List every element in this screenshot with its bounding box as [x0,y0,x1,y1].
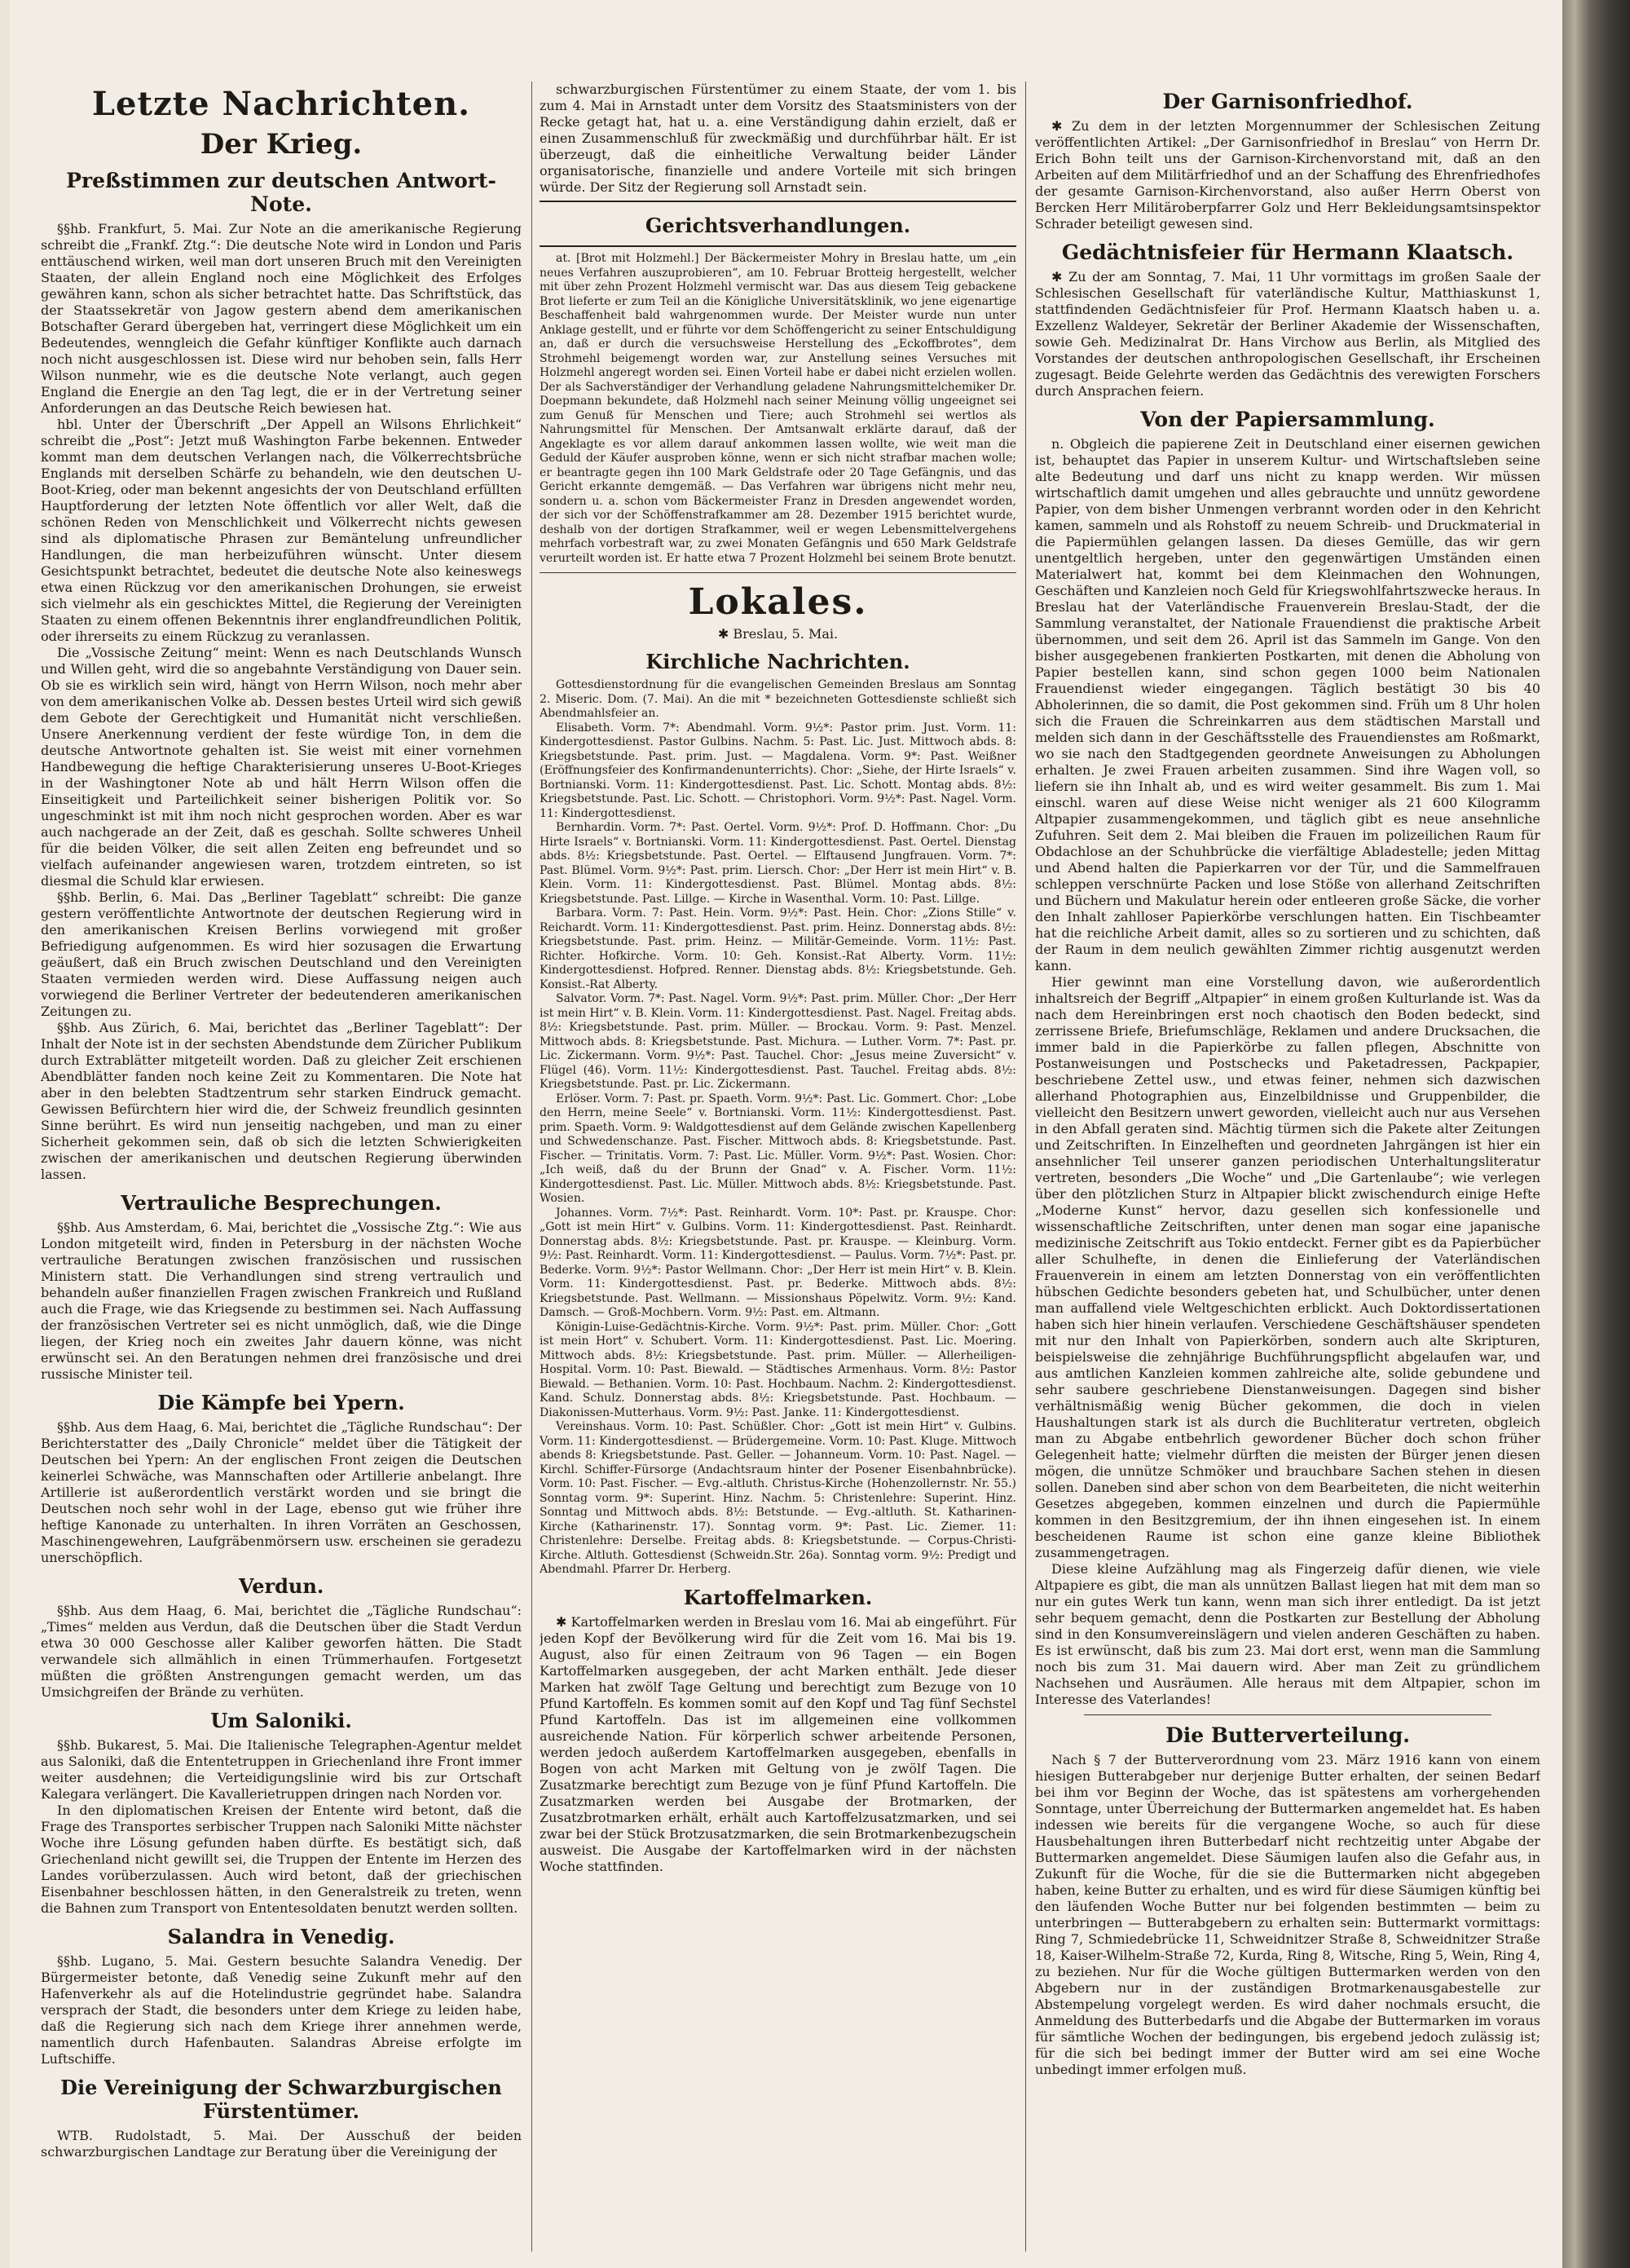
article-paragraph: Elisabeth. Vorm. 7*: Abendmahl. Vorm. 9½*: Pastor prim. Just. Vorm. 11: Kindergottesdienst. Pastor Gulbins. Nachm. 5: Past. Lic. Just. Mittwoch abds. 8: Kriegsbetstunde. Past. prim. Just. — Magdalena. Vorm. 9*: Past. Weißner (Eröffnungsfeier des Konfirmandenunterrichts). Chor: „Siehe, der Hirte Israels“ v. Bortnianski. Vorm. 11: Kindergottesdienst. Past. Lic. Schott. Montag abds. 8½: Kriegsbetstunde. Past. Lic. Schott. — Christophori. Vorm. 9½*: Past. Nagel. Vorm. 11: Kindergottesdienst. [540,721,1016,820]
article-paragraph: n. Obgleich die papierene Zeit in Deutschland einer eisernen gewichen ist, behauptet das Papier in unserem Kultur- und Wirtschaftsleben seine alte Bedeutung und darf uns nicht zu knapp werden. Wir müssen wirtschaftlich damit umgehen und alles gebrauchte und unnütz gewordene Papier, von dem bisher Unmengen verbrannt worden oder in den Kehricht kamen, sammeln und als Rohstoff zu neuem Schreib- und Druckmaterial in die Papiermühlen gelangen lassen. Da dieses Gemülle, das wir gern unentgeltlich hergeben, unter den gegenwärtigen Umständen einen Materialwert hat, kommt bei dem Kleinmachen den Wohnungen, Geschäften und Kanzleien noch Geld für Kriegswohlfahrtszwecke heraus. In Breslau hat der Vaterländische Frauenverein Breslau-Stadt, der die Sammlung veranstaltet, der Nationale Frauendienst die praktische Arbeit übernommen, und seit dem 26. April ist das Sammeln im Gange. Von den bisher ausgegebenen frankierten Postkarten, mit denen die Abholung von Papier bestellen kann, sind schon gegen 1000 beim Nationalen Frauendienst wieder eingegangen. Täglich bestätigt 30 bis 40 Abholerinnen, die so damit, die Post gekommen sind. Früh um 8 Uhr holen sich die Frauen die Schreinkarren aus dem städtischen Marstall und melden sich dann in der Geschäftsstelle des Frauendienstes am Roßmarkt, wo sie nach den Stadtgegenden geordnete Anweisungen zu Abholungen erhalten. Je zwei Frauen arbeiten zusammen. Sind ihre Wagen voll, so liefern sie ihn Inhalt ab, und es wird weiter gesammelt. Bis zum 1. Mai einschl. waren auf diese Weise nicht weniger als 21 600 Kilogramm Altpapier zusammengekommen, und täglich gibt es neue ansehnliche Zufuhren. Seit dem 2. Mai bleiben die Frauen im polizeilichen Raum für Obdachlose an der Schuhbrücke die vierfältige Abladestelle; jeden Mittag und Abend halten die Papierkarren vor der Tür, und die Sammelfrauen schleppen verschnürte Packen und lose Stöße von allerhand Zeitschriften und Büchern und Makulatur herein oder entleeren große Säcke, die vorher den Inhalt zahlloser Papierkörbe verschlungen hatten. Ein Tischbeamter hat die reichliche Arbeit damit, alles so zu sortieren und zu schichten, daß der Raum in dem neulich gewählten Zimmer richtig ausgenutzt werden kann. [1035,436,1540,973]
divider [1084,1714,1491,1715]
article-paragraph: ✱ Zu der am Sonntag, 7. Mai, 11 Uhr vormittags im großen Saale der Schlesischen Gesellschaft für vaterländische Kultur, Matthiaskunst 1, stattfindenden Gedächtnisfeier für Prof. Hermann Klaatsch haben u. a. Exzellenz Waldeyer, Sekretär der Berliner Akademie der Wissenschaften, sowie Geh. Medizinalrat Dr. Hans Virchow aus Berlin, als Mitglied des Vorstandes der deutschen anthropologischen Gesellschaft, ihr Erscheinen zugesagt. Beide Gelehrte werden das Gedächtnis des verewigten Forschers durch Ansprachen feiern. [1035,269,1540,399]
article-heading: Kartoffelmarken. [683,1585,873,1609]
article-paragraph: Barbara. Vorm. 7: Past. Hein. Vorm. 9½*: Past. Hein. Chor: „Zions Stille“ v. Reichardt. Vorm. 11: Kindergottesdienst. Past. prim. Heinz. Donnerstag abds. 8½: Kriegsbetstunde. Past. prim. Heinz. — Militär-Gemeinde. Vorm. 11½: Past. Richter. Hofkirche. Vorm. 10: Geh. Konsist.-Rat Alberty. Vorm. 11½: Kindergottesdienst. Hofpred. Renner. Dienstag abds. 8½: Kriegsbetstunde. Geh. Konsist.-Rat Alberty. [540,907,1016,991]
article-heading: Die Kämpfe bei Ypern. [157,1391,405,1414]
article-paragraph: Salvator. Vorm. 7*: Past. Nagel. Vorm. 9½*: Past. prim. Müller. Chor: „Der Herr ist mein Hirt“ v. B. Klein. Vorm. 11: Kindergottesdienst. Past. Nagel. Freitag abds. 8½: Kriegsbetstunde. Past. prim. Müller. — Brockau. Vorm. 9: Past. Menzel. Mittwoch abds. 8: Kriegsbetstunde. Past. Michura. — Luther. Vorm. 7*: Past. pr. Lic. Zickermann. Vorm. 9½*: Past. Tauchel. Chor: „Jesus meine Zuversicht“ v. Flügel (46). Vorm. 11½: Kindergottesdienst. Past. Tauchel. Freitag abds. 8½: Kriegsbetstunde. Past. pr. Lic. Zickermann. [540,992,1016,1091]
article-heading: Preßstimmen zur deutschen Antwort-Note. [66,169,496,216]
article-paragraph: §§hb. Bukarest, 5. Mai. Die Italienische Telegraphen-Agentur meldet aus Saloniki, daß die Ententetruppen in Griechenland ihre Front immer weiter ausdehnen; die Verteidigungslinie wird bis zur Ortschaft Kalegara verlängert. Die Kavallerietruppen dringen nach Norden vor. [41,1737,522,1802]
article-paragraph: §§hb. Berlin, 6. Mai. Das „Berliner Tageblatt“ schreibt: Die ganze gestern veröffentlichte Antwortnote der deutschen Regierung wird in den amerikanischen Kreisen Berlins vorwiegend mit großer Befriedigung aufgenommen. Es wird hier sozusagen die Erwartung geäußert, daß ein Bruch zwischen Deutschland und den Vereinigten Staaten vermieden werden wird. Diese Auffassung neigen auch vorwiegend die Berliner Vertreter der bedeutenderen amerikanischen Zeitungen zu. [41,889,522,1019]
article-paragraph: Nach § 7 der Butterverordnung vom 23. März 1916 kann von einem hiesigen Butterabgeber nur derjenige Butter erhalten, der seinen Bedarf bei ihm vor Beginn der Woche, das ist spätestens am vorhergehenden Sonntage, unter Überreichung der Buttermarken angemeldet hat. Es haben indessen wie bereits für die vergangene Woche, so auch für diese Hausbehaltungen ihren Butterbedarf nicht rechtzeitig unter Abgabe der Buttermarken angemeldet. Diese Säumigen laufen also die Gefahr aus, in Zukunft für die Woche, für die sie die Buttermarken nicht abgegeben haben, keine Butter zu erhalten, und es wird für diese Säumigen künftig bei den läufenden Woche Butter nur bei folgenden bestimmten — beim zu unterbringen — Butterabgebern zu erhalten sein: Buttermarkt vormittags: Ring 7, Schmiedebrücke 11, Schweidnitzer Straße 8, Schweidnitzer Straße 18, Kaiser-Wilhelm-Straße 72, Kurda, Ring 8, Witsche, Ring 5, Wein, Ring 4, zu beziehen. Nur für die Woche gültigen Buttermarken werden von den Abgebern nur in der zuständigen Brotmarkenausgabestelle zur Abstempelung vorgelegt werden. Es wird daher nochmals ersucht, die Anmeldung des Butterbedarfs und die Abgabe der Buttermarken im voraus für sämtliche Wochen der bedingungen, bis ergebend jedoch zulässig ist; für die sich bei bedingt immer der Butter wird am sei eine Woche unbedingt immer erfolgen muß. [1035,1752,1540,2077]
article-paragraph: ✱ Zu dem in der letzten Morgennummer der Schlesischen Zeitung veröffentlichten Artikel: „Der Garnisonfriedhof in Breslau“ von Herrn Dr. Erich Bohn teilt uns der Garnison-Kirchenvorstand mit, daß an den Arbeiten auf dem Militärfriedhof und an der Schaffung des Ehrenfriedhofes der gesamte Garnison-Kirchenvorstand, also außer Herrn Oberst von Bercken Herr Militäroberpfarrer Golz und Herr Bekleidungsamtsinspektor Schrader beteiligt gewesen sind. [1035,118,1540,232]
column-3 [1035,82,1540,2252]
article-paragraph: §§hb. Aus dem Haag, 6. Mai, berichtet die „Tägliche Rundschau“: „Times“ melden aus Verdun, daß die Deutschen über die Stadt Verdun etwa 30 000 Geschosse aller Kaliber geworfen hätten. Die Stadt verwandele sich allmählich in einen Trümmerhaufen. Fortgesetzt müßten die größten Anstrengungen gemacht werden, um das Umsichgreifen der Brände zu verhüten. [41,1603,522,1700]
article-paragraph: Gottesdienstordnung für die evangelischen Gemeinden Breslaus am Sonntag 2. Miseric. Dom. (7. Mai). An die mit * bezeichneten Gottesdienste schließt sich Abendmahlsfeier an. [540,678,1016,720]
article-paragraph: Bernhardin. Vorm. 7*: Past. Oertel. Vorm. 9½*: Prof. D. Hoffmann. Chor: „Du Hirte Israels“ v. Bortnianski. Vorm. 11: Kindergottesdienst. Past. Oertel. Dienstag abds. 8½: Kriegsbetstunde. Past. Oertel. — Elftausend Jungfrauen. Vorm. 7*: Past. Blümel. Vorm. 9½*: Past. prim. Liersch. Chor: „Der Herr ist mein Hirt“ v. B. Klein. Vorm. 11: Kindergottesdienst. Past. Blümel. Montag abds. 8½: Kriegsbetstunde. Past. Lillge. — Kirche in Wasenthal. Vorm. 10: Past. Lillge. [540,821,1016,906]
article-paragraph: Die „Vossische Zeitung“ meint: Wenn es nach Deutschlands Wunsch und Willen geht, wird die so angebahnte Verständigung von Dauer sein. Ob sie es wirklich sein wird, hängt von Herrn Wilson, noch mehr aber von dem amerikanischen Volke ab. Dessen bestes Urteil wird sich gewiß dem Gebote der Gerechtigkeit und Humanität nicht verschließen. Unsere Anerkennung verdient der feste würdige Ton, in dem die deutsche Antwortnote gehalten ist. Sie weist mit einer vornehmen Handbewegung die heftige Charakterisierung unseres U-Boot-Krieges in der Washingtoner Note ab und hält Herrn Wilson offen die Einseitigkeit und Parteilichkeit seiner bisherigen Politik vor. So ungeschminkt ist mit ihm noch nicht gesprochen worden. Aber es war auch nachgerade an der Zeit, daß es geschah. Sollte schweres Unheil für die beiden Völker, die seit allen Zeiten eng befreundet und so vielfach aufeinander angewiesen waren, trotzdem eintreten, so ist diesmal die Schuld klar erwiesen. [41,645,522,889]
section-title: Lokales. [688,581,868,623]
dateline: ✱ Breslau, 5. Mai. [717,626,839,642]
column-rule [531,82,532,2252]
section-title: Letzte Nachrichten. [91,85,471,123]
article-heading: Die Butterverteilung. [1165,1723,1410,1747]
article-paragraph: at. [Brot mit Holzmehl.] Der Bäckermeister Mohry in Breslau hatte, um „ein neues Verfahren auszuprobieren“, am 10. Februar Brotteig hergestellt, welcher mit über zehn Prozent Holzmehl vermischt war. Das aus diesem Teig gebackene Brot lieferte er zum Teil an die Königliche Universitätsklinik, wo jene eigenartige Beschaffenheit bald wahrgenommen wurde. Der Meister wurde nun unter Anklage gestellt, und er führte vor dem Schöffengericht zu seiner Entschuldigung an, daß er durch die versuchsweise Herstellung des „Eckoffbrotes“, dem Strohmehl beigemengt worden war, zur Anstellung seines Versuches mit Holzmehl angeregt worden sei. Einen Vorteil habe er dabei nicht erzielen wollen. Der als Sachverständiger der Verhandlung geladene Nahrungsmittelchemiker Dr. Doepmann bekundete, daß Holzmehl nach seiner Meinung völlig ungeeignet sei zum Genuß für Menschen und Tiere; auch Strohmehl sei wertlos als Nahrungsmittel für Menschen. Der Amtsanwalt erklärte darauf, daß der Angeklagte es vor allem darauf ankommen lassen wollte, wie weit man die Geduld der Käufer ausproben könne, wenn er sich nicht strafbar machen wolle; er beantragte gegen ihn 100 Mark Geldstrafe oder 20 Tage Gefängnis, und das Gericht erkannte demgemäß. — Das Verfahren war übrigens nicht mehr neu, sondern u. a. schon vom Bäckermeister Franz in Dresden angewendet worden, der sich vor der Schöffenstrafkammer am 28. Dezember 1915 berichtet wurde, deshalb von der dortigen Strafkammer, weil er wegen Lebensmittelvergehens mehrfach vorbestraft war, zu zwei Monaten Gefängnis und 650 Mark Geldstrafe verurteilt worden ist. Er hatte etwa 7 Prozent Holzmehl bei seinem Brote benutzt. [540,252,1016,565]
section-subtitle: Der Krieg. [200,128,363,161]
article-paragraph: Königin-Luise-Gedächtnis-Kirche. Vorm. 9½*: Past. prim. Müller. Chor: „Gott ist mein Hort“ v. Schubert. Vorm. 11: Kindergottesdienst. Past. Lic. Moering. Mittwoch abds. 8½: Kriegsbetstunde. Past. prim. Müller. — Allerheiligen-Hospital. Vorm. 10: Past. Biewald. — Städtisches Armenhaus. Vorm. 8½: Pastor Biewald. — Bethanien. Vorm. 10: Past. Hochbaum. Nachm. 2: Kindergottesdienst. Kand. Schulz. Donnerstag abds. 8½: Kriegsbetstunde. Past. Hochbaum. — Diakonissen-Mutterhaus. Vorm. 9½: Past. Janke. 11: Kindergottesdienst. [540,1320,1016,1419]
article-paragraph: §§hb. Aus Zürich, 6. Mai, berichtet das „Berliner Tageblatt“: Der Inhalt der Note ist in der sechsten Abendstunde dem Züricher Publikum durch Extrablätter mitgeteilt worden. Daß zu gleicher Zeit erschienen Abendblätter fanden noch keine Zeit zu Kommentaren. Die Note hat aber in den belebten Stadtzentrum sehr starken Eindruck gemacht. Gewissen Befürchtern hier wird die, der Schweiz freundlich gesinnten Sinne berührt. Es wird nun jenseitig nachgeben, und man zu einer Sicherheit gekommen sein, daß ob sich die letzten Schwierigkeiten zwischen der amerikanischen und deutschen Regierung überwinden lassen. [41,1020,522,1182]
article-heading: Der Garnisonfriedhof. [1162,90,1413,113]
article-heading: Von der Papiersammlung. [1140,408,1435,431]
article-heading: Gerichtsverhandlungen. [645,214,911,237]
article-paragraph: ✱ Kartoffelmarken werden in Breslau vom 16. Mai ab eingeführt. Für jeden Kopf der Bevölkerung wird für die Zeit vom 16. Mai bis 19. August, also für einen Zeitraum von 96 Tagen — ein Bogen Kartoffelmarken ausgegeben, der acht Marken enthält. Jede dieser Marken hat zwölf Tage Geltung und berechtigt zum Bezuge von 10 Pfund Kartoffeln. Es kommen somit auf den Kopf und Tag fünf Sechstel Pfund Kartoffeln. Das ist im allgemeinen eine vollkommen ausreichende Nation. Für körperlich schwer arbeitende Personen, werden jedoch außerdem Kartoffelmarken ausgegeben, ebenfalls in Bogen von acht Marken mit Geltung von je zwölf Tagen. Die Zusatzmarke berechtigt zum Bezuge von je fünf Pfund Kartoffeln. Die Zusatzmarken werden bei Ausgabe der Brotmarken, der Zusatzbrotmarken erhält, erhält auch Kartoffelzusatzmarken, und sei zwar bei der Stück Brotzusatzmarken, die sein Brotmarkenbezugschein ausweist. Die Ausgabe der Kartoffelmarken wird in der nächsten Woche stattfinden. [540,1613,1016,1874]
article-paragraph: §§hb. Aus dem Haag, 6. Mai, berichtet die „Tägliche Rundschau“: Der Berichterstatter des „Daily Chronicle“ meldet über die Tätigkeit der Deutschen bei Ypern: An der englischen Front zeigen die Deutschen keinerlei Schwäche, was Mannschaften oder Artillerie anbelangt. Ihre Artillerie ist außerordentlich verstärkt worden und sie bringt die Deutschen noch sehr wohl in der Lage, ebenso gut wie früher ihre heftige Kanonade zu unterhalten. In ihren Vorräten an Geschossen, Maschinengewehren, Laufgräbenmörsern usw. erscheinen sie geradezu unerschöpflich. [41,1419,522,1565]
article-heading: Salandra in Venedig. [167,1925,395,1948]
article-paragraph: Diese kleine Aufzählung mag als Fingerzeig dafür dienen, wie viele Altpapiere es gibt, die man als unnützen Ballast liegen hat mit dem man so nur ein gutes Werk tun kann, wenn man sich ihrer entledigt. Da ist jetzt sehr bequem gemacht, denn die Postkarten zur Bestellung der Abholung sind in den Konsumvereinslägern und vielen anderen Geschäften zu haben. Es ist erwünscht, daß bis zum 23. Mai dort erst, wenn man die Sammlung noch bis zum 31. Mai dauern wird. Aber man Zeit zu gründlichem Nachsehen und Ausräumen. Alle heraus mit dem Altpapier, schon im Interesse des Vaterlandes! [1035,1561,1540,1707]
article-paragraph: schwarzburgischen Fürstentümer zu einem Staate, der vom 1. bis zum 4. Mai in Arnstadt unter dem Vorsitz des Staatsministers von der Recke getagt hat, hat u. a. eine Verständigung dahin erzielt, daß er einen Zusammenschluß für zweckmäßig und durchführbar hält. Er ist überzeugt, daß die einheitliche Verwaltung beider Länder organisatorische, finanzielle und andere Vorteile mit sich bringen würde. Der Sitz der Regierung soll Arnstadt sein. [540,82,1016,195]
article-heading: Verdun. [238,1574,324,1598]
newspaper-page [10,0,1562,2268]
divider [540,572,1016,573]
article-heading: Vertrauliche Besprechungen. [121,1191,442,1215]
article-paragraph: In den diplomatischen Kreisen der Entente wird betont, daß die Frage des Transportes serbischer Truppen nach Saloniki Mitte nächster Woche ihre Lösung gefunden haben dürfte. Es bestätigt sich, daß Griechenland nicht gewillt sei, die Truppen der Entente im Herzen des Landes vorüberzulassen. Auch wird betont, daß der griechischen Eisenbahner beschlossen hätten, in den Generalstreik zu treten, wenn die Bahnen zum Transport von Ententesoldaten benutzt werden sollten. [41,1802,522,1916]
article-heading: Kirchliche Nachrichten. [645,650,910,673]
column-1 [41,82,522,2252]
article-heading: Um Saloniki. [210,1709,352,1732]
article-paragraph: hbl. Unter der Überschrift „Der Appell an Wilsons Ehrlichkeit“ schreibt die „Post“: Jetzt muß Washington Farbe bekennen. Entweder kommt man dem deutschen Verlangen nach, die Völkerrechtsbrüche Englands mit derselben Schärfe zu behandeln, wie den deutschen U-Boot-Krieg, oder man bekennt angesichts der von Deutschland erfüllten Hauptforderung der letzten Note öffentlich vor aller Welt, daß die schönen Reden von Menschlichkeit und Völkerrecht nichts gewesen sind als diplomatische Phrasen zur Bemäntelung unfreundlicher Handlungen, die man herbeizuführen wünscht. Unter diesem Gesichtspunkt betrachtet, bedeutet die deutsche Note also keineswegs etwa einen Rückzug vor den amerikanischen Drohungen, sie erweist sich vielmehr als ein geschicktes Mittel, die Regierung der Vereinigten Staaten zu einem offenen Bekenntnis ihrer englandfreundlichen Politik, oder ihrerseits zu einem Rückzug zu veranlassen. [41,417,522,644]
page-edge [1562,0,1630,2268]
article-paragraph: WTB. Rudolstadt, 5. Mai. Der Ausschuß der beiden schwarzburgischen Landtage zur Beratung über die Vereinigung der [41,2128,522,2160]
column-rule [1025,82,1026,2252]
article-heading: Gedächtnisfeier für Hermann Klaatsch. [1061,240,1514,264]
article-paragraph: Erlöser. Vorm. 7: Past. pr. Spaeth. Vorm. 9½*: Past. Lic. Gommert. Chor: „Lobe den Herrn, meine Seele“ v. Bortnianski. Vorm. 11½: Kindergottesdienst. Past. prim. Spaeth. Vorm. 9: Waldgottesdienst auf dem Gelände zwischen Kapellenberg und Schwedenschanze. Past. Fischer. Mittwoch abds. 8: Kriegsbetstunde. Past. Fischer. — Trinitatis. Vorm. 7: Past. Lic. Müller. Vorm. 9½*: Past. Wosien. Chor: „Ich weiß, daß du der Brunn der Gnad“ v. A. Fischer. Vorm. 11½: Kindergottesdienst. Past. Lic. Müller. Mittwoch abds. 8½: Kriegsbetstunde. Past. Wosien. [540,1092,1016,1205]
article-paragraph: §§hb. Aus Amsterdam, 6. Mai, berichtet die „Vossische Ztg.“: Wie aus London mitgeteilt wird, finden in Petersburg in der nächsten Woche vertrauliche Beratungen zwischen französischen und russischen Ministern statt. Die Verhandlungen sind streng vertraulich und behandeln außer finanziellen Fragen zwischen Frankreich und Rußland auch die Frage, wie das Kriegsende zu bestimmen sei. Nach Auffassung der französischen Vertreter sei es nicht unmöglich, daß, wie die Dinge liegen, der Krieg noch ein zweites Jahr dauern könne, was nicht erwünscht sei. An den Beratungen nehmen drei französische und drei russische Minister teil. [41,1220,522,1382]
article-paragraph: §§hb. Lugano, 5. Mai. Gestern besuchte Salandra Venedig. Der Bürgermeister betonte, daß Venedig seine Zukunft mehr auf den Hafenverkehr als auf die Hotelindustrie gegründet habe. Salandra versprach der Stadt, die besonders unter dem Kriege zu leiden habe, daß die Regierung sich nach dem Kriege ihrer annehmen werde, namentlich durch Hafenbauten. Salandras Abreise erfolgte im Luftschiffe. [41,1953,522,2067]
court-section [540,201,1016,247]
article-paragraph: Vereinshaus. Vorm. 10: Past. Schüßler. Chor: „Gott ist mein Hirt“ v. Gulbins. Vorm. 11: Kindergottesdienst. — Brüdergemeine. Vorm. 10: Past. Kluge. Mittwoch abends 8: Kriegsbetstunde. Past. Geller. — Johanneum. Vorm. 10: Past. Nagel. — Kirchl. Schiffer-Fürsorge (Andachtsraum hinter der Posener Eisenbahnbrücke). Vorm. 10: Past. Fischer. — Evg.-altluth. Christus-Kirche (Hohenzollernstr. Nr. 55.) Sonntag vorm. 9*: Superint. Hinz. Nachm. 5: Christenlehre: Superint. Hinz. Sonntag und Mittwoch abds. 8½: Betstunde. — Evg.-altluth. St. Katharinen-Kirche (Katharinenstr. 17). Sonntag vorm. 9*: Past. Lic. Ziemer. 11: Christenlehre: Derselbe. Freitag abds. 8: Kriegsbetstunde. — Corpus-Christi-Kirche. Altluth. Gottesdienst (Schweidn.Str. 26a). Sonntag vorm. 9½: Predigt und Abendmahl. Pfarrer Dr. Herberg. [540,1420,1016,1576]
article-paragraph: §§hb. Frankfurt, 5. Mai. Zur Note an die amerikanische Regierung schreibt die „Frankf. Ztg.“: Die deutsche Note wird in London und Paris enttäuschend wirken, weil man dort unseren Bruch mit den Vereinigten Staaten, der allein England noch eine Möglichkeit des Erfolges gewähren kann, schon als sicher betrachtet hatte. Das Schriftstück, das der Staatssekretär von Jagow gestern abend dem amerikanischen Botschafter Gerard übergeben hat, verringert diese Möglichkeit um ein Bedeutendes, wenngleich die Gefahr künftiger Konflikte auch darnach noch nicht ausgeschlossen ist. Diese wird nur behoben sein, falls Herr Wilson nunmehr, wie es die deutsche Note verlangt, auch gegen England die Energie an den Tag legt, die er in der Vertretung seiner Anforderungen an das Deutsche Reich bewiesen hat. [41,221,522,416]
article-paragraph: Hier gewinnt man eine Vorstellung davon, wie außerordentlich inhaltsreich der Begriff „Altpapier“ in einem großen Kulturlande ist. Was da nach dem Hereinbringen erst noch chaotisch den Boden bedeckt, sind zerrissene Briefe, Briefumschläge, Reklamen und andere Drucksachen, die immer bald in die Papierkörbe zu fallen pflegen, Abschnitte von Postanweisungen und Postschecks und Paketadressen, Packpapier, beschriebene Zettel usw., und etwas feiner, nehmen sich dazwischen allerhand Photographien aus, Einzelbildnisse und Gruppenbilder, die vielleicht den Besitzern unwert geworden, vielleicht auch nur aus Versehen in den Abfall geraten sind. Mächtig türmen sich die Pakete alter Zeitungen und Zeitschriften. In Einzelheften und geordneten Jahrgängen ist hier ein ansehnlicher Teil unserer ganzen periodischen Unterhaltungsliteratur vertreten, besonders „Die Woche“ und „Die Gartenlaube“; wie verlegen über den plötzlichen Sturz in Altpapier blickt zwischendurch einige Hefte „Moderne Kunst“ hervor, dazu gesellen sich konfessionelle und wissenschaftliche Zeitschriften, unter denen man sogar eine japanische medizinische Zeitschrift aus Tokio entdeckt. Ferner gibt es da Papierbücher aller Schulhefte, in denen die Einlieferung der Vaterländischen Frauenverein in einem am letzten Donnerstag von ein veröffentlichten hübschen Gedichte besonders gebeten hat, und Schulbücher, unter denen man auffallend viele Weltgeschichten erblickt. Auch Doktordissertationen haben sich hier hinein verlaufen. Verschiedene Geschäftshäuser spendeten mit nur den Inhalt von Papierkörben, sondern auch alte Skripturen, beispielsweise die zehnjährige Buchführungspflicht abgelaufen war, und aus amtlichen Kanzleien kommen zahlreiche alte, solide gebundene und sehr saubere geschriebene Dienstanweisungen. Dagegen sind bisher verhältnismäßig wenig Bücher gekommen, die doch in vielen Haushaltungen stark ist als durch die Buchliteratur vertreten, obgleich man zu Abgabe entbehrlich gewordener Bücher doch schon früher Gelegenheit hatte; vielmehr dürften die meisten der Bürger jenen diesen mögen, die unnütze Schmöker und brauchbare Sachen stehen in diesen sollen. Daneben sind aber schon von dem Bearbeiteten, die nicht weiterhin Gesetzes abgegeben, kommen einzelnen und durch die Papiermühle kommen in den Besitzgremium, der ihn ihnen eingesehen ist. In einem bescheidenen Raume ist schon eine ganze kleine Bibliothek zusammengetragen. [1035,974,1540,1560]
article-paragraph: Johannes. Vorm. 7½*: Past. Reinhardt. Vorm. 10*: Past. pr. Krauspe. Chor: „Gott ist mein Hirt“ v. Gulbins. Vorm. 11: Kindergottesdienst. Past. Reinhardt. Donnerstag abds. 8½: Kriegsbetstunde. Past. pr. Krauspe. — Kleinburg. Vorm. 9½: Past. Reinhardt. Vorm. 11: Kindergottesdienst. — Paulus. Vorm. 7½*: Past. pr. Bederke. Vorm. 9½*: Pastor Wellmann. Chor: „Der Herr ist mein Hirt“ v. B. Klein. Vorm. 11: Kindergottesdienst. Past. pr. Bederke. Mittwoch abds. 8½: Kriegsbetstunde. Past. Wellmann. — Missionshaus Pöpelwitz. Vorm. 9½: Kand. Damsch. — Groß-Mochbern. Vorm. 9½: Past. em. Altmann. [540,1206,1016,1319]
article-heading: Die Vereinigung der Schwarzburgischen Fürstentümer. [60,2076,502,2123]
column-2 [540,82,1016,2252]
